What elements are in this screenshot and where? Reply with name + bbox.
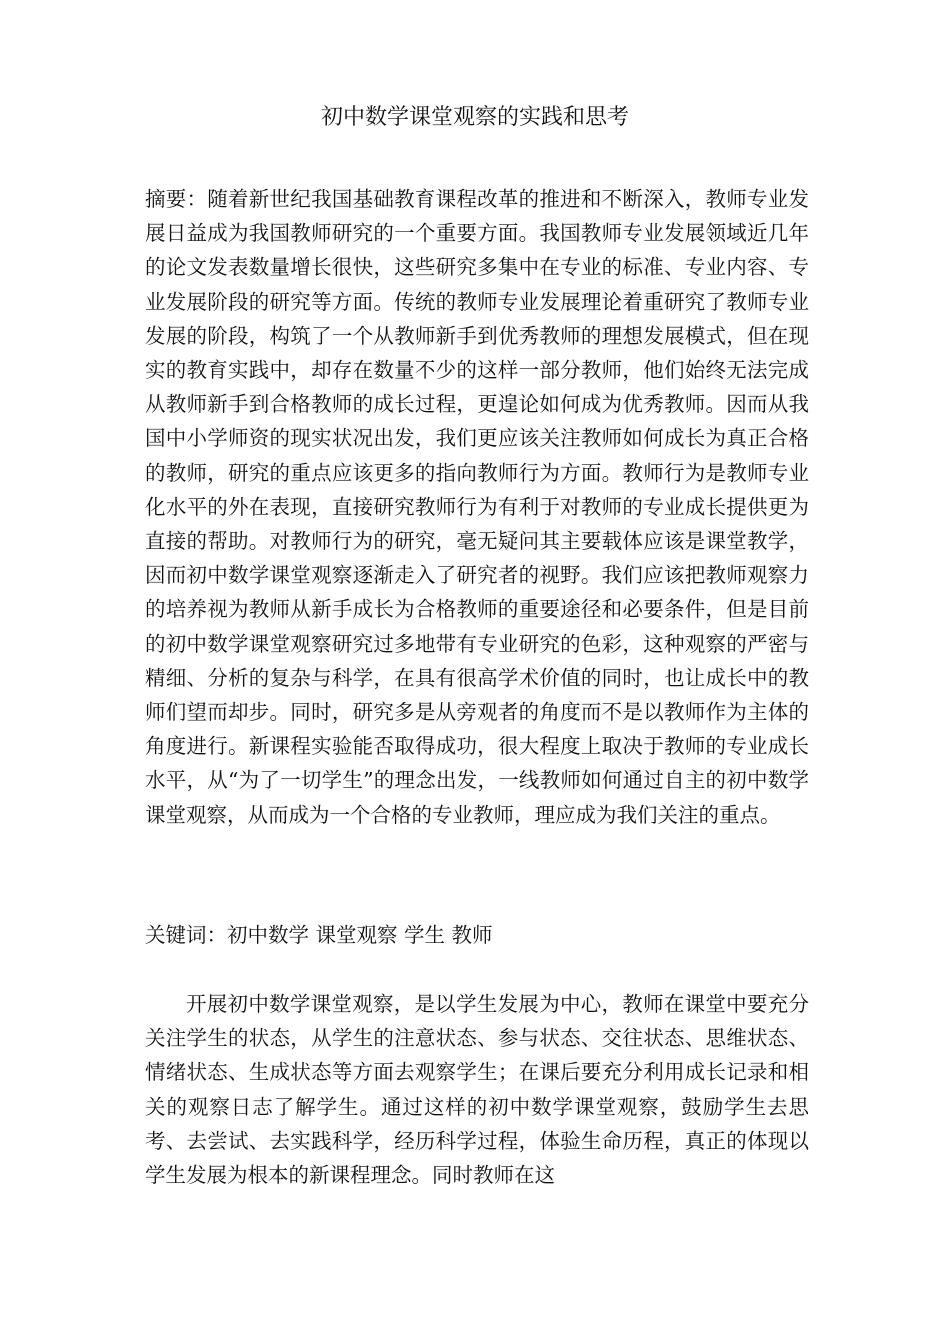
- abstract-paragraph: 摘要：随着新世纪我国基础教育课程改革的推进和不断深入，教师专业发展日益成为我国教师研究的一个重要方面。我国教师专业发展领域近几年的论文发表数量增长很快，这些研究多集中在专业的标准、专业内容、专业发展阶段的研究等方面。传统的教师专业发展理论着重研究了教师专业发展的阶段，构筑了一个从教师新手到优秀教师的理想发展模式，但在现实的教育实践中，却存在数量不少的这样一部分教师，他们始终无法完成从教师新手到合格教师的成长过程，更遑论如何成为优秀教师。因而从我国中小学师资的现实状况出发，我们更应该关注教师如何成长为真正合格的教师，研究的重点应该更多的指向教师行为方面。教师行为是教师专业化水平的外在表现，直接研究教师行为有利于对教师的专业成长提供更为直接的帮助。对教师行为的研究，毫无疑问其主要载体应该是课堂教学，因而初中数学课堂观察逐渐走入了研究者的视野。我们应该把教师观察力的培养视为教师从新手成长为合格教师的重要途径和必要条件，但是目前的初中数学课堂观察研究过多地带有专业研究的色彩，这种观察的严密与精细、分析的复杂与科学，在具有很高学术价值的同时，也让成长中的教师们望而却步。同时，研究多是从旁观者的角度而不是以教师作为主体的角度进行。新课程实验能否取得成功，很大程度上取决于教师的专业成长水平，从“为了一切学生”的理念出发，一线教师如何通过自主的初中数学课堂观察，从而成为一个合格的专业教师，理应成为我们关注的重点。: [145, 187, 809, 827]
- intro-paragraph: 开展初中数学课堂观察，是以学生发展为中心，教师在课堂中要充分关注学生的状态，从学生的注意状态、参与状态、交往状态、思维状态、情绪状态、生成状态等方面去观察学生；在课后要充分利用成长记录和相关的观察日志了解学生。通过这样的初中数学课堂观察，鼓励学生去思考、去尝试、去实践科学，经历科学过程，体验生命历程，真正的体现以学生发展为根本的新课程理念。同时教师在这: [145, 992, 809, 1188]
- document-title: 初中数学课堂观察的实践和思考: [320, 105, 629, 130]
- keywords-line: 关键词：初中数学 课堂观察 学生 教师: [145, 923, 493, 947]
